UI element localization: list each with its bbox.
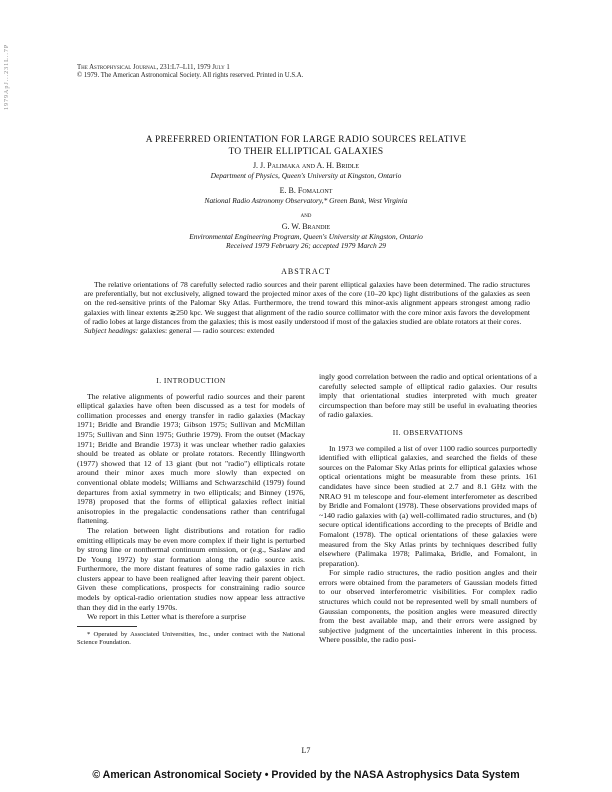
- author-names-2: E. B. Fomalont: [279, 186, 333, 195]
- page-number: L7: [301, 746, 311, 755]
- journal-citation: [77, 64, 303, 80]
- bibcode-stamp: 1979ApJ...231L..7P: [4, 43, 10, 110]
- left-column: [77, 372, 305, 647]
- footnote: * Operated by Associated Universities, Inc., under contract with the National Science Foundation.: [77, 630, 305, 646]
- author-names-1: J. J. Palimaka and A. H. Bridle: [252, 161, 360, 170]
- affiliation-1: Department of Physics, Queen's University at Kingston, Ontario: [210, 171, 402, 180]
- paragraph: ingly good correlation between the radio and optical orientations of a carefully selected sample of elliptical radio galaxies. Our results imply that orientational studies interpreted with much greater circumspection than before may still be useful in evaluating theories of radio galaxies.: [319, 372, 537, 420]
- subject-headings-text: galaxies: general — radio sources: extended: [140, 326, 275, 336]
- copyright-line: © 1979. The American Astronomical Society. All rights reserved. Printed in U.S.A.: [77, 72, 304, 79]
- abstract-heading: ABSTRACT: [281, 267, 331, 276]
- footnote-rule: [77, 626, 137, 627]
- paragraph: The relation between light distributions and rotation for radio emitting ellipticals may be even more complex if their light is perturbed by strong line or nonthermal continuum emission, or (e.g., Saslaw and De Young 1972) by star formation along the radio source axis. Furthermore, the more distant features of some radio galaxies in rich clusters appear to have been realigned after leaving their parent object. Given these complications, prospects for constraining radio source models by optical-radio orientation studies now appear less attractive than they did in the early 1970s.: [77, 525, 305, 612]
- section-heading-observations: II. OBSERVATIONS: [392, 427, 464, 437]
- abstract-text: The relative orientations of 78 carefully selected radio sources and their parent elliptical galaxies have been determined. The radio structures are preferentially, but not exclusively, aligned toward the projected minor axes of the core (10–20 kpc) light distributions of the galaxies as seen on the red-sensitive prints of the Palomar Sky Atlas. Furthermore, the trend toward this minor-axis alignment appears strongest among radio galaxies with linear extents ≳250 kpc. We suggest that alignment of the radio source collimator with the core minor axis favors the development of radio lobes at large distances from the galaxies; this is most easily understood if most of the galaxies studied are oblate rotators at their cores.: [84, 280, 530, 326]
- paragraph: We report in this Letter what is therefore a surprise: [87, 612, 246, 622]
- affiliation-2: National Radio Astronomy Observatory,* Green Bank, West Virginia: [204, 196, 408, 205]
- author-block: [0, 161, 612, 250]
- ads-footer: © American Astronomical Society • Provided by the NASA Astrophysics Data System: [92, 769, 520, 781]
- subject-headings-label: Subject headings:: [84, 326, 139, 336]
- author-and: and: [300, 212, 312, 219]
- paragraph: For simple radio structures, the radio position angles and their errors were obtained from the parameters of Gaussian models fitted to our observed interferometric visibilities. For complex radio structures which could not be represented well by small numbers of Gaussian components, the position angles were measured directly from the best available map, and their errors were assigned by subjective judgment of the uncertainties inherent in this process. Where possible, the radio posi-: [319, 568, 537, 645]
- title-line-2: TO THEIR ELLIPTICAL GALAXIES: [228, 147, 384, 157]
- paragraph: In 1973 we compiled a list of over 1100 radio sources purportedly identified with elliptical galaxies, and searched the fields of these sources on the Palomar Sky Atlas prints for elliptical galaxies whose optical orientations might be measurable from these prints. 161 candidates have since been studied at 2.7 and 8.1 GHz with the NRAO 91 m telescope and four-element interferometer as described by Bridle and Fomalont (1978). These observations provided maps of ~140 radio galaxies with (a) well-collimated radio structures, and (b) secure optical identifications according to the precepts of Bridle and Fomalont (1978). The optical orientations of these galaxies were measured from the Sky Atlas prints by techniques described fully elsewhere (Palimaka 1978; Palimaka, Bridle, and Fomalont, in preparation).: [319, 443, 537, 568]
- right-column: [319, 372, 537, 645]
- paragraph: The relative alignments of powerful radio sources and their parent elliptical galaxies have often been discussed as a test for models of collimation processes and energy transfer in radio galaxies (Mackay 1971; Bridle and Brandie 1973; Gibson 1975; Sullivan and McMillan 1975; Sullivan and Sinn 1975; Guthrie 1979). From the outset (Mackay 1971; Bridle and Brandie 1973) it was unclear whether radio galaxies should be treated as oblate or prolate rotators. Recently Illingworth (1977) showed that 12 of 13 giant (but not "radio") ellipticals rotate around their minor axes much more slowly than expected on conventional oblate models; Williams and Schwarzschild (1979) found departures from axial symmetry in two ellipticals; and Binney (1976, 1978) proposed that the forms of elliptical galaxies reflect initial anisotropies in the pregalactic condensations rather than centrifugal flattening.: [77, 391, 305, 526]
- author-names-3: G. W. Brandie: [281, 222, 331, 231]
- subject-headings: [84, 326, 530, 335]
- journal-line: The Astrophysical Journal, 231:L7–L11, 1979 July 1: [77, 64, 230, 71]
- received-dates: Received 1979 February 26; accepted 1979 March 29: [225, 241, 386, 250]
- section-heading-introduction: I. INTRODUCTION: [156, 376, 226, 385]
- title-line-1: A PREFERRED ORIENTATION FOR LARGE RADIO SOURCES RELATIVE: [145, 135, 467, 145]
- abstract: [84, 280, 530, 335]
- paper-title: [0, 134, 612, 158]
- affiliation-3: Environmental Engineering Program, Queen's University at Kingston, Ontario: [189, 232, 423, 241]
